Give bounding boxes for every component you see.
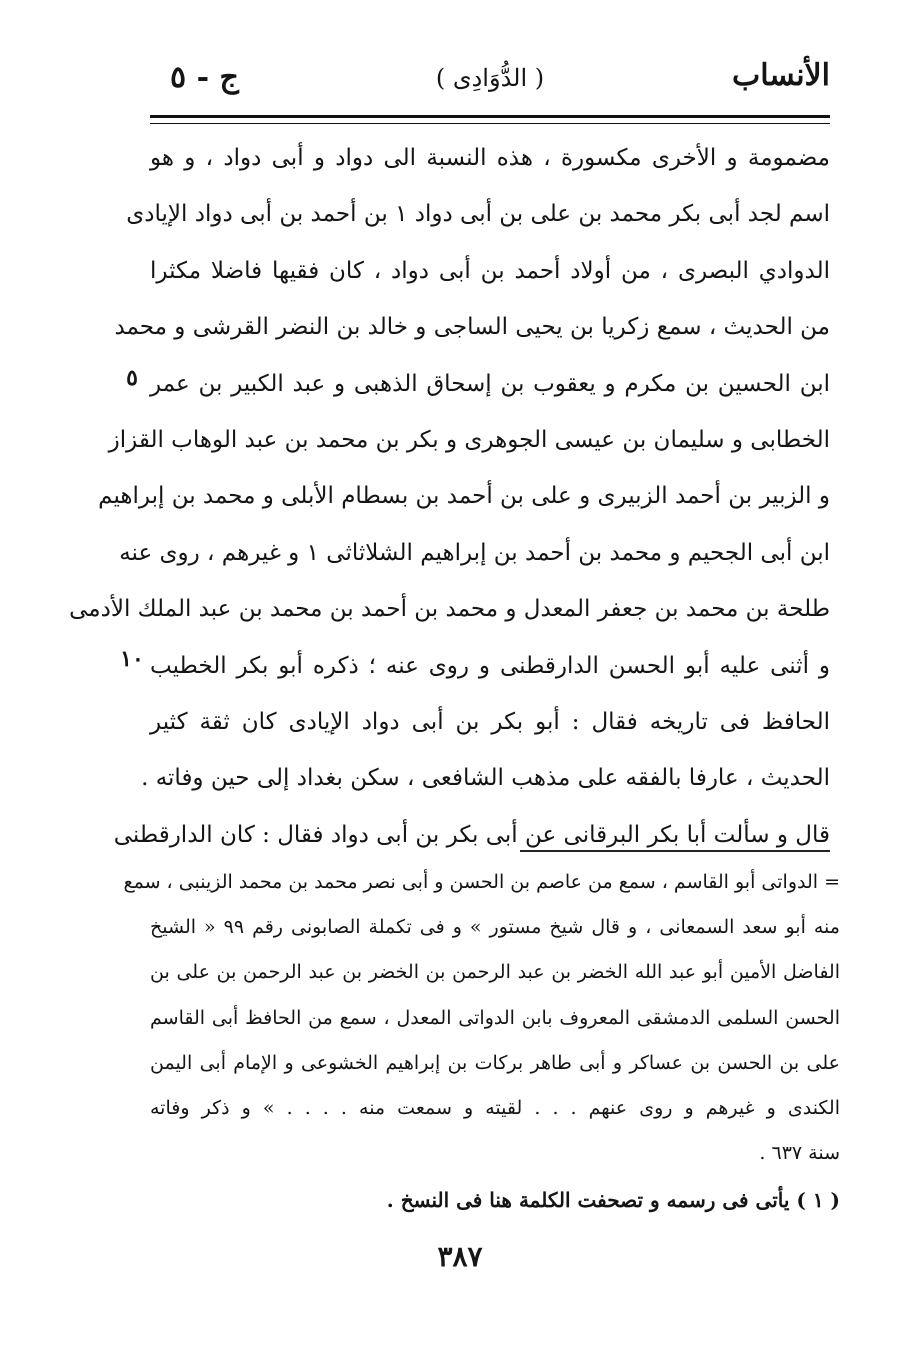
footnote-line: = الدواتى أبو القاسم ، سمع من عاصم بن الحسن و أبى نصر محمد بن محمد الزينبى ، سمع bbox=[123, 871, 840, 893]
footnote-1: ( ١ ) يأتى فى رسمه و تصحفت الكلمة هنا فى النسخ . bbox=[386, 1188, 840, 1212]
footnote-line: الكندى و غيرهم و روى عنهم . . . لقيته و سمعت منه . . . . » و ذكر وفاته bbox=[150, 1096, 840, 1119]
footnote-line: منه أبو سعد السمعانى ، و قال شيخ مستور » و فى تكملة الصابونى رقم ٩٩ « الشيخ bbox=[150, 916, 840, 939]
text-line: الحديث ، عارفا بالفقه على مذهب الشافعى ، سكن بغداد إلى حين وفاته . bbox=[141, 765, 830, 792]
line-number-10: ١٠ bbox=[120, 646, 144, 672]
book-title: الأنساب bbox=[732, 58, 830, 93]
text-line: طلحة بن محمد بن جعفر المعدل و محمد بن أحمد بن محمد بن عبد الملك الأدمى bbox=[69, 596, 830, 623]
text-line: من الحديث ، سمع زكريا بن يحيى الساجى و خالد بن النضر القرشى و محمد bbox=[114, 314, 830, 341]
text-line: الخطابى و سليمان بن عيسى الجوهرى و بكر بن محمد بن عبد الوهاب القزاز bbox=[108, 426, 830, 453]
header-rule bbox=[150, 115, 830, 118]
footnote-line: الفاضل الأمين أبو عبد الله الخضر بن عبد الرحمن بن الخضر بن عبد الرحمن بن على بن bbox=[150, 961, 840, 984]
text-line: اسم لجد أبى بكر محمد بن على بن أبى دواد ١ بن أحمد بن أبى دواد الإيادى bbox=[126, 201, 830, 228]
line-number-5: ٥ bbox=[126, 365, 138, 391]
header-rule-thin bbox=[150, 123, 830, 124]
text-line: و أثنى عليه أبو الحسن الدارقطنى و روى عنه ؛ ذكره أبو بكر الخطيب bbox=[150, 652, 830, 679]
entry-title: ( الدُّوَادِى ) bbox=[435, 64, 545, 92]
page-number: ٣٨٧ bbox=[437, 1240, 483, 1273]
volume-label: ج - ٥ bbox=[170, 60, 239, 95]
footnote-line: سنة ٦٣٧ . bbox=[759, 1142, 840, 1165]
footnote-separator bbox=[520, 850, 830, 852]
footnotes bbox=[123, 860, 840, 1176]
text-line: و الزبير بن أحمد الزبيرى و على بن أحمد بن بسطام الأبلى و محمد بن إبراهيم bbox=[98, 483, 830, 510]
text-line: ابن أبى الجحيم و محمد بن أحمد بن إبراهيم الشلاثاثى ١ و غيرهم ، روى عنه bbox=[119, 539, 830, 566]
footnote-line: على بن الحسن بن عساكر و أبى طاهر بركات بن إبراهيم الخشوعى و الإمام أبى اليمن bbox=[150, 1051, 840, 1074]
text-line: الدوادي البصرى ، من أولاد أحمد بن أبى دواد ، كان فقيها فاضلا مكثرا bbox=[150, 257, 830, 284]
text-line: الحافظ فى تاريخه فقال : أبو بكر بن أبى دواد الإيادى كان ثقة كثير bbox=[150, 708, 830, 735]
footnote-line: الحسن السلمى الدمشقى المعروف بابن الدواتى المعدل ، سمع من الحافظ أبى القاسم bbox=[150, 1006, 840, 1029]
text-line: مضمومة و الأخرى مكسورة ، هذه النسبة الى دواد و أبى دواد ، و هو bbox=[150, 145, 830, 171]
text-line: ابن الحسين بن مكرم و يعقوب بن إسحاق الذهبى و عبد الكبير بن عمر bbox=[150, 370, 830, 397]
text-line: قال و سألت أبا بكر البرقانى عن أبى بكر بن أبى دواد فقال : كان الدارقطنى bbox=[113, 821, 830, 848]
page-header bbox=[150, 58, 830, 106]
